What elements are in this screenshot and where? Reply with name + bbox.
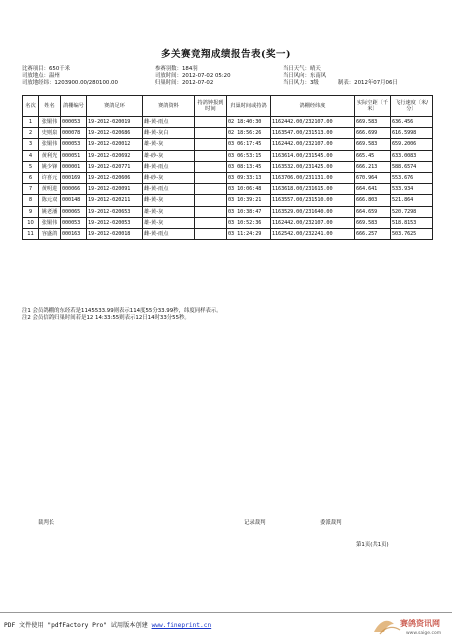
return-time: 归巢时间：2012-07-02	[155, 80, 214, 86]
arrival-time-cell: 03 08:13:45	[227, 161, 271, 172]
coords-cell: 1162542.00/232241.00	[271, 228, 355, 239]
rank-cell: 2	[23, 128, 39, 139]
rank-cell: 8	[23, 195, 39, 206]
watermark-brand: 赛鸽资讯网	[400, 619, 440, 628]
arrival-time-cell: 02 18:56:26	[227, 128, 271, 139]
wind-force: 当日风力：3级	[283, 80, 319, 86]
arrival-time-cell: 03 10:39:21	[227, 195, 271, 206]
made-date: 制表：2012年07月06日	[338, 80, 398, 86]
table-row	[23, 195, 433, 206]
name-cell: 黄明进	[39, 184, 61, 195]
name-cell: 容盛鸽	[39, 228, 61, 239]
name-cell: 张铜伟	[39, 217, 61, 228]
coords-cell: 1162442.00/232107.00	[271, 139, 355, 150]
speed-cell: 520.7298	[391, 206, 433, 217]
distance-cell: 666.699	[355, 128, 391, 139]
speed-cell: 588.6574	[391, 161, 433, 172]
ring-cell: 19-2012-020686	[87, 128, 143, 139]
supervisor-signature: 委派裁判	[320, 520, 342, 526]
note-1: 注1 会员鸽棚的东经若是1145533.99则表示114度55分33.99秒，纬度同样表示。	[22, 308, 222, 314]
ring-cell: 19-2012-020692	[87, 150, 143, 161]
speed-cell: 636.456	[391, 117, 433, 128]
coords-cell: 1163618.00/231615.00	[271, 184, 355, 195]
wind-direction: 当日风向：东南风	[283, 73, 327, 79]
ring-cell: 19-2012-020018	[87, 228, 143, 239]
rank-cell: 5	[23, 161, 39, 172]
arrival-time-cell: 03 06:53:15	[227, 150, 271, 161]
table-header-row	[23, 96, 433, 117]
bird-info-cell: 雌-黄-雨点	[143, 228, 195, 239]
coords-cell: 1163532.00/231425.00	[271, 161, 355, 172]
loft-id-cell: 000148	[61, 195, 87, 206]
results-table	[22, 95, 433, 240]
header-cell: 持鸽钟报到时间	[195, 96, 227, 117]
rank-cell: 4	[23, 150, 39, 161]
coords-cell: 1162442.00/232107.00	[271, 217, 355, 228]
clock-report-cell	[195, 117, 227, 128]
distance-cell: 669.583	[355, 217, 391, 228]
table-row	[23, 139, 433, 150]
clock-report-cell	[195, 184, 227, 195]
table-row	[23, 217, 433, 228]
bird-info-cell: 雌-黄-雨点	[143, 184, 195, 195]
speed-cell: 633.0083	[391, 150, 433, 161]
speed-cell: 521.864	[391, 195, 433, 206]
notes	[22, 308, 222, 322]
table-row	[23, 172, 433, 183]
loft-id-cell: 000001	[61, 161, 87, 172]
bird-info-cell: 雄-黄-灰	[143, 217, 195, 228]
watermark-logo	[370, 612, 450, 638]
weather: 当日天气：晴天	[283, 66, 321, 72]
rank-cell: 6	[23, 172, 39, 183]
rank-cell: 11	[23, 228, 39, 239]
bird-info-cell: 雌-黄-灰白	[143, 128, 195, 139]
clock-report-cell	[195, 139, 227, 150]
coords-cell: 1163557.00/231510.00	[271, 195, 355, 206]
name-cell: 许喜元	[39, 172, 61, 183]
table-row	[23, 206, 433, 217]
table-row	[23, 228, 433, 239]
release-time: 司放时间：2012-07-02 05:20	[155, 73, 231, 79]
speed-cell: 503.7625	[391, 228, 433, 239]
arrival-time-cell: 03 10:06:48	[227, 184, 271, 195]
rank-cell: 7	[23, 184, 39, 195]
clock-report-cell	[195, 206, 227, 217]
table-row	[23, 117, 433, 128]
rank-cell: 10	[23, 217, 39, 228]
header-cell: 飞行速度〔米/分〕	[391, 96, 433, 117]
ring-cell: 19-2012-020053	[87, 217, 143, 228]
loft-id-cell: 000053	[61, 117, 87, 128]
header-cell: 名次	[23, 96, 39, 117]
release-location: 司放地点：温州	[22, 73, 60, 79]
bird-info-cell: 雌-黄-雨点	[143, 117, 195, 128]
name-cell: 陈元双	[39, 195, 61, 206]
distance-cell: 669.583	[355, 117, 391, 128]
clock-report-cell	[195, 228, 227, 239]
distance-cell: 666.213	[355, 161, 391, 172]
race-project: 比赛项目：650千米	[22, 66, 71, 72]
clock-report-cell	[195, 217, 227, 228]
pigeon-logo-icon	[370, 612, 450, 638]
ring-cell: 19-2012-020019	[87, 117, 143, 128]
distance-cell: 664.641	[355, 184, 391, 195]
bird-info-cell: 雌-黄-雨点	[143, 161, 195, 172]
arrival-time-cell: 03 10:38:47	[227, 206, 271, 217]
footer-text: PDF 文件使用 "pdfFactory Pro" 试用版本创建	[4, 622, 152, 629]
header-cell: 归巢时间或持鸽	[227, 96, 271, 117]
name-cell: 黄利光	[39, 150, 61, 161]
recorder-signature: 记录裁判	[244, 520, 266, 526]
clock-report-cell	[195, 172, 227, 183]
clock-report-cell	[195, 128, 227, 139]
name-cell: 张铜伟	[39, 139, 61, 150]
ring-cell: 19-2012-020606	[87, 172, 143, 183]
name-cell: 姚少锋	[39, 161, 61, 172]
rank-cell: 9	[23, 206, 39, 217]
coords-cell: 1163547.00/231513.00	[271, 128, 355, 139]
table-row	[23, 184, 433, 195]
speed-cell: 553.676	[391, 172, 433, 183]
ring-cell: 19-2012-020091	[87, 184, 143, 195]
speed-cell: 616.5998	[391, 128, 433, 139]
coords-cell: 1163529.00/231640.00	[271, 206, 355, 217]
table-row	[23, 150, 433, 161]
ring-cell: 19-2012-020211	[87, 195, 143, 206]
loft-id-cell: 000053	[61, 217, 87, 228]
arrival-time-cell: 03 06:17:45	[227, 139, 271, 150]
entries-count: 参赛羽数：184羽	[155, 66, 198, 72]
header-cell: 实际空距〔千米〕	[355, 96, 391, 117]
distance-cell: 666.257	[355, 228, 391, 239]
arrival-time-cell: 03 09:33:13	[227, 172, 271, 183]
arrival-time-cell: 03 11:24:29	[227, 228, 271, 239]
referee-signature: 裁判长	[38, 520, 55, 526]
loft-id-cell: 000051	[61, 150, 87, 161]
name-cell: 史则泉	[39, 128, 61, 139]
header-cell: 赛鸽足环	[87, 96, 143, 117]
note-2: 注2 会员信鸽归巢时间若是12 14:33:55则表示12日14时33分55秒。	[22, 315, 190, 321]
header-cell: 鸽棚经纬度	[271, 96, 355, 117]
loft-id-cell: 000065	[61, 206, 87, 217]
loft-id-cell: 000169	[61, 172, 87, 183]
footer-link[interactable]: www.fineprint.cn	[151, 622, 212, 629]
bird-info-cell: 雄-黄-灰	[143, 139, 195, 150]
clock-report-cell	[195, 161, 227, 172]
bird-info-cell: 雌-黄-灰	[143, 195, 195, 206]
arrival-time-cell: 02 18:40:30	[227, 117, 271, 128]
distance-cell: 665.45	[355, 150, 391, 161]
speed-cell: 659.2006	[391, 139, 433, 150]
name-cell: 姚老潘	[39, 206, 61, 217]
coords-cell: 1163706.00/231131.00	[271, 172, 355, 183]
rank-cell: 3	[23, 139, 39, 150]
name-cell: 张铜伟	[39, 117, 61, 128]
rank-cell: 1	[23, 117, 39, 128]
loft-id-cell: 000053	[61, 139, 87, 150]
loft-id-cell: 000078	[61, 128, 87, 139]
arrival-time-cell: 03 10:52:36	[227, 217, 271, 228]
bird-info-cell: 雌-砂-灰	[143, 172, 195, 183]
loft-id-cell: 000163	[61, 228, 87, 239]
distance-cell: 670.964	[355, 172, 391, 183]
header-cell: 姓名	[39, 96, 61, 117]
speed-cell: 533.934	[391, 184, 433, 195]
pdf-footer	[4, 620, 211, 629]
distance-cell: 664.659	[355, 206, 391, 217]
ring-cell: 19-2012-020653	[87, 206, 143, 217]
coords-cell: 1163614.00/231545.00	[271, 150, 355, 161]
clock-report-cell	[195, 150, 227, 161]
clock-report-cell	[195, 195, 227, 206]
report-title: 多关赛竞翔成绩报告表(奖一)	[161, 49, 291, 60]
distance-cell: 669.583	[355, 139, 391, 150]
ring-cell: 19-2012-020012	[87, 139, 143, 150]
watermark-url: www.saige.com	[406, 631, 442, 636]
distance-cell: 666.803	[355, 195, 391, 206]
bird-info-cell: 雄-砂-灰	[143, 150, 195, 161]
page-number: 第1页(共1页)	[356, 542, 389, 548]
table-row	[23, 161, 433, 172]
coords-cell: 1162442.00/232107.00	[271, 117, 355, 128]
header-cell: 鸽棚编号	[61, 96, 87, 117]
ring-cell: 19-2012-020771	[87, 161, 143, 172]
speed-cell: 518.8153	[391, 217, 433, 228]
table-row	[23, 128, 433, 139]
bird-info-cell: 雄-黄-灰	[143, 206, 195, 217]
header-cell: 赛鸽资料	[143, 96, 195, 117]
loft-id-cell: 000066	[61, 184, 87, 195]
release-coords: 司放地经纬：1203900.00/280100.00	[22, 80, 118, 86]
